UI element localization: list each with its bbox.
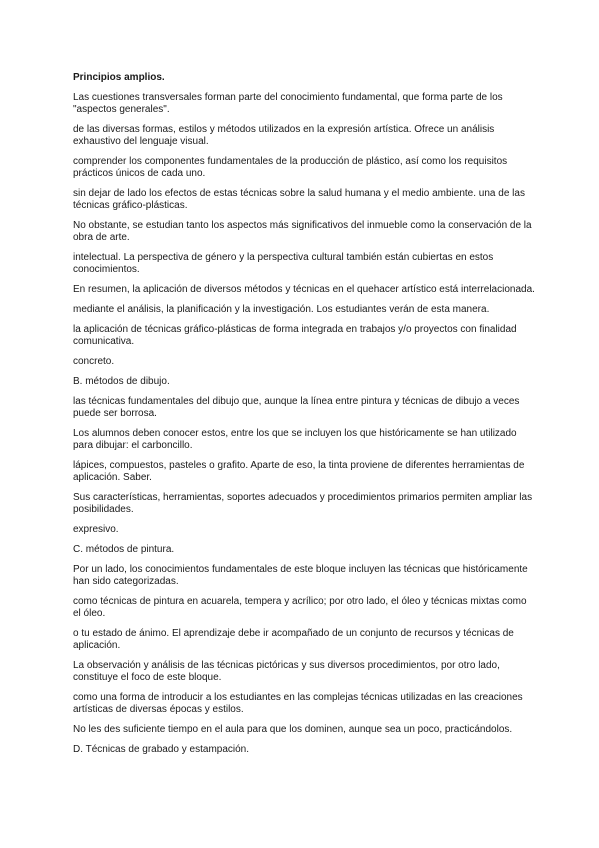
paragraph: como técnicas de pintura en acuarela, tempera y acrílico; por otro lado, el óleo y técnicas mixtas como el óleo. — [73, 596, 527, 619]
subsection-heading: B. métodos de dibujo. — [73, 376, 170, 387]
paragraph: comprender los componentes fundamentales de la producción de plástico, así como los requisitos prácticos únicos de cada uno. — [73, 156, 508, 179]
paragraph: No les des suficiente tiempo en el aula para que los dominen, aunque sea un poco, practicándolos. — [73, 724, 513, 735]
paragraph: Las cuestiones transversales forman parte del conocimiento fundamental, que forma parte de los "aspectos generales". — [73, 92, 503, 115]
paragraph: Por un lado, los conocimientos fundamentales de este bloque incluyen las técnicas que históricamente han sido categorizadas. — [73, 564, 528, 587]
paragraph: concreto. — [73, 356, 115, 367]
paragraph: En resumen, la aplicación de diversos métodos y técnicas en el quehacer artístico está interrelacionada. — [73, 284, 535, 295]
paragraph: mediante el análisis, la planificación y la investigación. Los estudiantes verán de esta manera. — [73, 304, 490, 315]
paragraph: lápices, compuestos, pasteles o grafito. Aparte de eso, la tinta proviene de diferentes herramientas de aplicación. Saber. — [73, 460, 525, 483]
document-body — [73, 72, 535, 764]
paragraph: Los alumnos deben conocer estos, entre los que se incluyen los que históricamente se han utilizado para dibujar: el carboncillo. — [73, 428, 517, 451]
paragraph: Sus características, herramientas, soportes adecuados y procedimientos primarios permiten ampliar las posibilidades. — [73, 492, 533, 515]
paragraph: expresivo. — [73, 524, 119, 535]
paragraph: como una forma de introducir a los estudiantes en las complejas técnicas utilizadas en las creaciones artísticas de diversas épocas y estilos. — [73, 692, 523, 715]
subsection-heading: C. métodos de pintura. — [73, 544, 175, 555]
paragraph: sin dejar de lado los efectos de estas técnicas sobre la salud humana y el medio ambiente. una de las técnicas gráfico-plásticas. — [73, 188, 525, 211]
paragraph: intelectual. La perspectiva de género y la perspectiva cultural también están cubiertas en estos conocimientos. — [73, 252, 494, 275]
paragraph: de las diversas formas, estilos y métodos utilizados en la expresión artística. Ofrece un análisis exhaustivo del lenguaje visual. — [73, 124, 495, 147]
subsection-heading: D. Técnicas de grabado y estampación. — [73, 744, 250, 755]
paragraph: La observación y análisis de las técnicas pictóricas y sus diversos procedimientos, por otro lado, constituye el foco de este bloque. — [73, 660, 500, 683]
paragraph: las técnicas fundamentales del dibujo que, aunque la línea entre pintura y técnicas de dibujo a veces puede ser borrosa. — [73, 396, 520, 419]
paragraph: la aplicación de técnicas gráfico-plásticas de forma integrada en trabajos y/o proyectos con finalidad comunicativa. — [73, 324, 517, 347]
section-heading: Principios amplios. — [73, 72, 165, 83]
paragraph: No obstante, se estudian tanto los aspectos más significativos del inmueble como la conservación de la obra de arte. — [73, 220, 532, 243]
paragraph: o tu estado de ánimo. El aprendizaje debe ir acompañado de un conjunto de recursos y técnicas de aplicación. — [73, 628, 514, 651]
